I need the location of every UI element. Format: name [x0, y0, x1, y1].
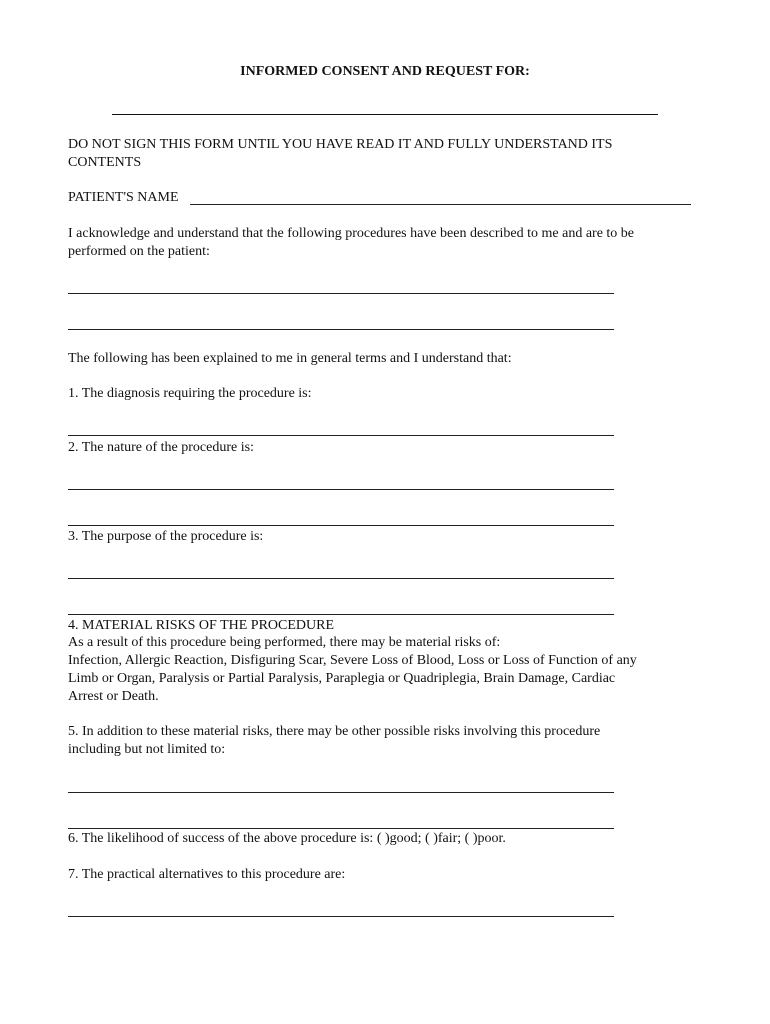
form-title: INFORMED CONSENT AND REQUEST FOR: — [240, 64, 530, 79]
acknowledge-line-1: I acknowledge and understand that the following procedures have been described to me and are to be — [68, 226, 635, 241]
item-4-line-1: As a result of this procedure being performed, there may be material risks of: — [68, 635, 501, 650]
patient-name-label: PATIENT'S NAME — [68, 190, 179, 205]
item-1-diagnosis: 1. The diagnosis requiring the procedure is: — [68, 386, 312, 401]
item-7-alternatives: 7. The practical alternatives to this procedure are: — [68, 867, 346, 882]
item-6-likelihood: 6. The likelihood of success of the above procedure is: ( )good; ( )fair; ( )poor. — [68, 831, 506, 846]
other-risks-blank-line[interactable] — [68, 792, 614, 793]
procedures-blank-line[interactable] — [68, 293, 614, 294]
request-for-blank-line[interactable] — [112, 114, 658, 115]
item-5-line-1: 5. In addition to these material risks, there may be other possible risks involving this procedure — [68, 724, 601, 739]
nature-blank-line[interactable] — [68, 489, 614, 490]
procedures-blank-line[interactable] — [68, 329, 614, 330]
item-3-purpose: 3. The purpose of the procedure is: — [68, 529, 264, 544]
other-risks-blank-line[interactable] — [68, 828, 614, 829]
explained-statement: The following has been explained to me in general terms and I understand that: — [68, 351, 512, 366]
alternatives-blank-line[interactable] — [68, 916, 614, 917]
purpose-blank-line[interactable] — [68, 614, 614, 615]
warning-line-2: CONTENTS — [68, 155, 142, 170]
item-4-line-2: Infection, Allergic Reaction, Disfiguring Scar, Severe Loss of Blood, Loss or Loss of Function of any — [68, 653, 637, 668]
acknowledge-line-2: performed on the patient: — [68, 244, 210, 259]
diagnosis-blank-line[interactable] — [68, 435, 614, 436]
nature-blank-line[interactable] — [68, 525, 614, 526]
item-4-line-4: Arrest or Death. — [68, 689, 159, 704]
purpose-blank-line[interactable] — [68, 578, 614, 579]
item-2-nature: 2. The nature of the procedure is: — [68, 440, 254, 455]
item-5-line-2: including but not limited to: — [68, 742, 226, 757]
item-4-heading: 4. MATERIAL RISKS OF THE PROCEDURE — [68, 618, 335, 633]
warning-line-1: DO NOT SIGN THIS FORM UNTIL YOU HAVE READ IT AND FULLY UNDERSTAND ITS — [68, 137, 613, 152]
item-4-line-3: Limb or Organ, Paralysis or Partial Paralysis, Paraplegia or Quadriplegia, Brain Damage, Cardiac — [68, 671, 616, 686]
patient-name-field[interactable] — [190, 204, 691, 205]
